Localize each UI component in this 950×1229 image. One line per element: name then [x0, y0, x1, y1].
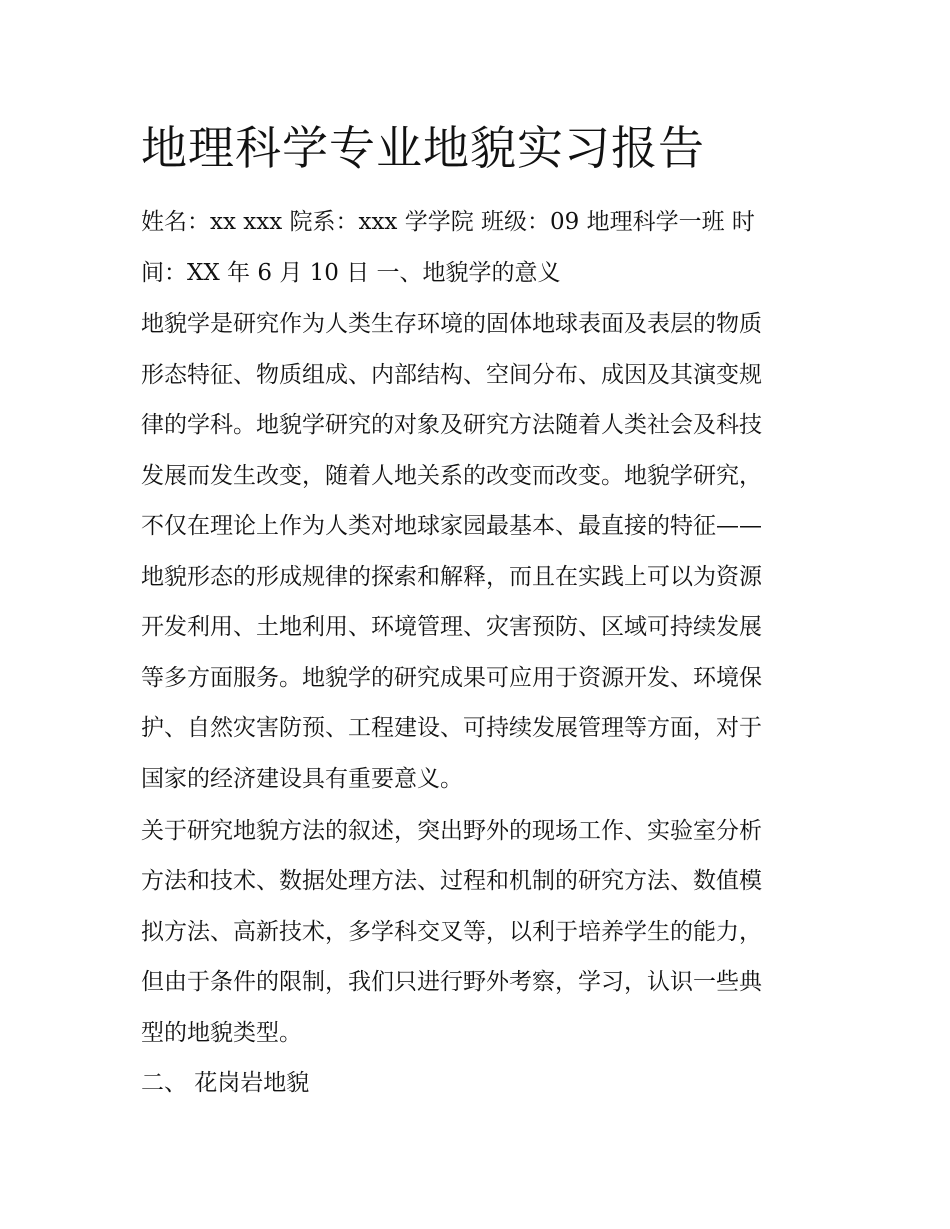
- text-line: 形态特征、物质组成、内部结构、空间分布、成因及其演变规: [141, 362, 762, 388]
- text-line: 国家的经济建设具有重要意义。: [141, 766, 463, 792]
- text-line: 律的学科。地貌学研究的对象及研究方法随着人类社会及科技: [141, 412, 762, 438]
- text-line: 关于研究地貌方法的叙述，突出野外的现场工作、实验室分析: [141, 818, 762, 844]
- text-line: 型的地貌类型。: [141, 1020, 302, 1046]
- text-line: 地貌学是研究作为人类生存环境的固体地球表面及表层的物质: [141, 311, 762, 337]
- text-line-date-section-1: 间：XX 年 6 月 10 日 一、地貌学的意义: [141, 260, 561, 286]
- document-title: 地理科学专业地貌实习报告: [141, 121, 705, 175]
- text-line: 等多方面服务。地貌学的研究成果可应用于资源开发、环境保: [141, 665, 762, 691]
- text-line: 但由于条件的限制，我们只进行野外考察，学习，认识一些典: [141, 969, 762, 995]
- section-heading-granite-landform: 二、 花岗岩地貌: [141, 1070, 310, 1096]
- text-line: 不仅在理论上作为人类对地球家园最基本、最直接的特征——: [141, 513, 762, 539]
- text-line: 方法和技术、数据处理方法、过程和机制的研究方法、数值模: [141, 868, 762, 894]
- text-line: 护、自然灾害防预、工程建设、可持续发展管理等方面，对于: [141, 715, 762, 741]
- text-line: 拟方法、高新技术，多学科交叉等，以利于培养学生的能力，: [141, 919, 762, 945]
- text-line: 开发利用、土地利用、环境管理、灾害预防、区域可持续发展: [141, 614, 762, 640]
- text-line: 地貌形态的形成规律的探索和解释，而且在实践上可以为资源: [141, 564, 762, 590]
- text-line: 发展而发生改变，随着人地关系的改变而改变。地貌学研究，: [141, 463, 762, 489]
- text-line-author-info: 姓名：xx xxx 院系：xxx 学学院 班级：09 地理科学一班 时: [141, 209, 755, 235]
